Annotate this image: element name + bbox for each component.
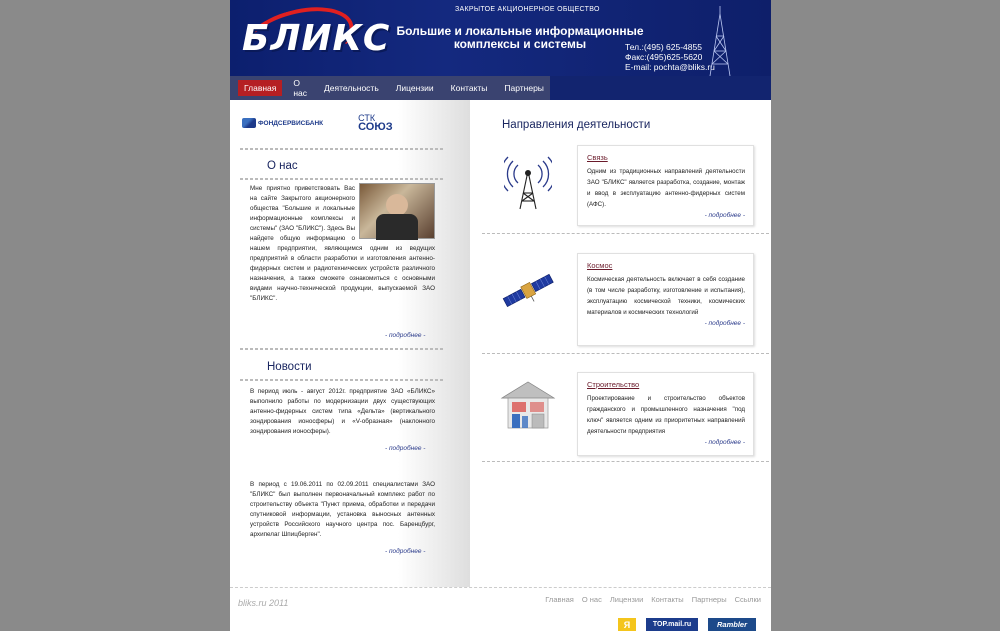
- direction-divider: [482, 461, 769, 462]
- news-item-1-more-link[interactable]: - подробнее -: [385, 445, 426, 452]
- company-type: ЗАКРЫТОЕ АКЦИОНЕРНОЕ ОБЩЕСТВО: [455, 6, 600, 13]
- directions-title: Направления деятельности: [502, 119, 651, 131]
- nav-item-home[interactable]: Главная: [238, 80, 282, 96]
- fondservisbank-logo-icon: [242, 118, 256, 128]
- direction-desc-communication: Одним из традиционных направлений деятельности ЗАО "БЛИКС" является разработка, создание, монтаж и ввод в эксплуатацию антенно-фидерных систем (АФС).: [587, 168, 745, 208]
- news-item-2: В период с 19.06.2011 по 02.09.2011 специалистами ЗАО "БЛИКС" был выполнен первоначальный комплекс работ по строительству объекта "Пункт приема, обработки и передачи спутниковой информации, установка выносных антенных устройств Российского научного центра пос. Баренцбург, архипелаг Шпицберген".: [250, 481, 435, 538]
- site-header: [230, 0, 771, 100]
- footer-link-contacts[interactable]: Контакты: [651, 595, 684, 604]
- nav-item-licenses[interactable]: Лицензии: [395, 83, 434, 93]
- direction-more-space[interactable]: - подробнее -: [704, 320, 745, 327]
- partner-stk-soyuz[interactable]: [358, 114, 392, 132]
- nav-item-about[interactable]: О нас: [293, 78, 308, 98]
- direction-link-communication[interactable]: Связь: [587, 153, 608, 162]
- about-paragraph: Мне приятно приветствовать Вас на сайте Закрытого акционерного общества "Большие и локальные информационные комплексы и системы" (ЗАО "БЛИКС"). Здесь Вы найдете общую информацию о нашем предприятии, являющимся одним из ведущих предприятий в области разработки и изготовления антенно-фидерных систем и радиотехнических устройств различного назначения, а также сможете ознакомиться с основными видами научно-технической продукции, выпускаемой ЗАО "БЛИКС".: [250, 185, 435, 302]
- satellite-icon: [500, 270, 556, 310]
- counters: [618, 618, 756, 631]
- page: [230, 0, 771, 631]
- direction-desc-construction: Проектирование и строительство объектов гражданского и промышленного назначения "под ключ" является одним из приоритетных направлений деятельности предприятия: [587, 395, 745, 435]
- email-address: E-mail: pochta@bliks.ru: [625, 62, 715, 72]
- nav-filler: [550, 76, 771, 100]
- about-more-link[interactable]: - подробнее -: [385, 332, 426, 339]
- about-divider-bottom: [240, 178, 443, 180]
- director-photo: [359, 183, 435, 239]
- news-item-2-more-link[interactable]: - подробнее -: [385, 548, 426, 555]
- left-column: [230, 100, 470, 587]
- yandex-counter[interactable]: Я: [618, 618, 636, 631]
- copyright: bliks.ru 2011: [238, 598, 289, 608]
- about-divider-top: [240, 148, 443, 150]
- fax-number: Факс:(495)625-5620: [625, 52, 703, 62]
- logo[interactable]: [230, 0, 390, 76]
- footer-link-licenses[interactable]: Лицензии: [609, 595, 644, 604]
- direction-divider: [482, 353, 769, 354]
- direction-more-communication[interactable]: - подробнее -: [704, 212, 745, 219]
- direction-card-space: [577, 253, 754, 346]
- header-contacts: [625, 42, 715, 72]
- footer-nav: [537, 595, 761, 604]
- partner-stk-top: СТК: [358, 113, 376, 123]
- news-item-1: В период июль - август 2012г. предприятие ЗАО «БЛИКС» выполнило работы по модернизации двух существующих антенно-фидерных систем типа «Дельта» (вертикального зондирования ионосферы) и «V-образная» (наклонного зондирования ионосферы).: [250, 388, 435, 435]
- news-title: Новости: [267, 361, 312, 373]
- rambler-counter[interactable]: Rambler: [708, 618, 756, 631]
- phone-number: Тел.:(495) 625-4855: [625, 42, 702, 52]
- direction-desc-space: Космическая деятельность включает в себя создание (в том числе разработку, изготовление и испытания), эксплуатацию космической техники, космических материалов и космических технологий: [587, 276, 745, 316]
- direction-card-communication: [577, 145, 754, 226]
- partner-fond-label: ФОНДСЕРВИСБАНК: [258, 119, 324, 127]
- news-divider-top: [240, 348, 443, 350]
- footer-link-home[interactable]: Главная: [545, 595, 574, 604]
- footer-link-partners[interactable]: Партнеры: [691, 595, 727, 604]
- mailru-counter[interactable]: TOP.mail.ru: [646, 618, 698, 631]
- direction-card-construction: [577, 372, 754, 456]
- partner-fondservisbank[interactable]: [242, 118, 323, 128]
- about-title: О нас: [267, 160, 298, 172]
- right-column: [470, 100, 771, 587]
- header-title: Большие и локальные информационные комплексы и системы: [396, 24, 644, 51]
- footer-link-links[interactable]: Ссылки: [734, 595, 761, 604]
- site-footer: [230, 587, 771, 631]
- nav-item-contacts[interactable]: Контакты: [450, 83, 488, 93]
- logo-text: БЛИКС: [242, 18, 391, 59]
- house-icon: [500, 380, 556, 432]
- partner-stk-bottom: СОЮЗ: [358, 121, 393, 133]
- partner-logos: [242, 114, 393, 132]
- radio-tower-icon: [705, 6, 735, 76]
- main-nav: [230, 76, 550, 100]
- direction-more-construction[interactable]: - подробнее -: [704, 439, 745, 446]
- nav-item-partners[interactable]: Партнеры: [504, 83, 544, 93]
- direction-divider: [482, 233, 769, 234]
- antenna-tower-icon: [504, 155, 552, 210]
- news-divider-bottom: [240, 379, 443, 381]
- footer-link-about[interactable]: О нас: [581, 595, 602, 604]
- direction-link-construction[interactable]: Строительство: [587, 380, 640, 389]
- direction-link-space[interactable]: Космос: [587, 261, 613, 270]
- nav-item-activity[interactable]: Деятельность: [324, 83, 379, 93]
